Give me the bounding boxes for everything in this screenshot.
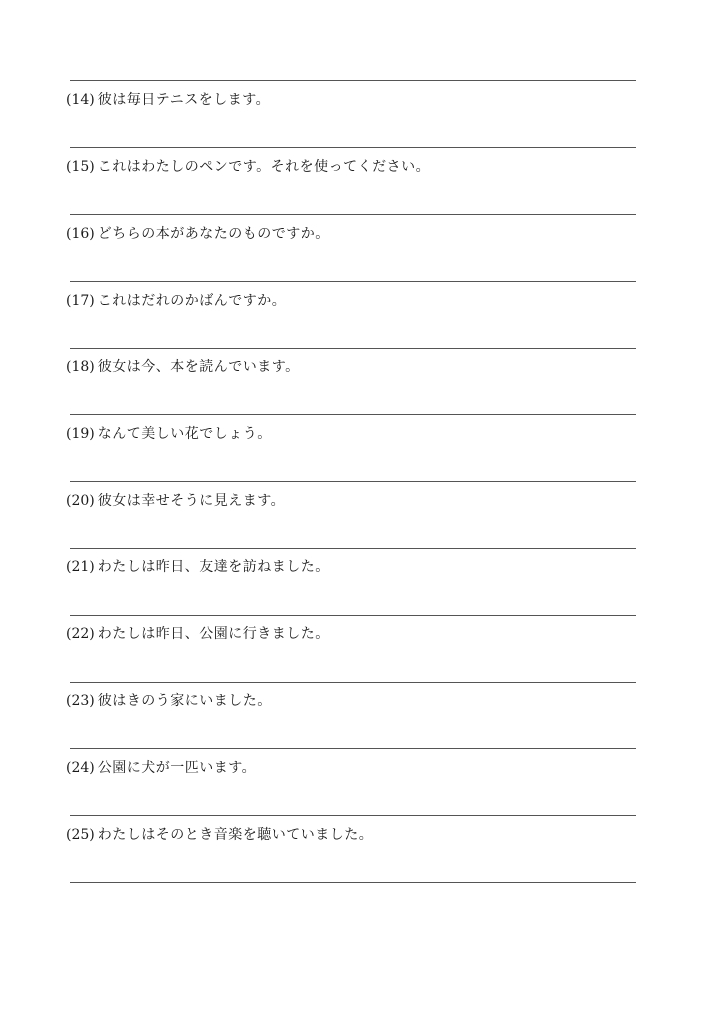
- sentence-item-16: [66, 222, 646, 246]
- sentence-item-15: [66, 155, 646, 179]
- item-number: (15): [66, 159, 95, 175]
- item-number: (21): [66, 559, 95, 575]
- answer-line: [70, 281, 636, 282]
- item-sentence: 彼女は幸せそうに見えます。: [97, 493, 286, 509]
- answer-line: [70, 815, 636, 816]
- item-number: (24): [66, 760, 95, 776]
- item-sentence: 公園に犬が一匹います。: [97, 760, 257, 776]
- sentence-item-25: [66, 823, 646, 847]
- sentence-item-24: [66, 756, 646, 780]
- sentence-item-20: [66, 489, 646, 513]
- sentence-item-21: [66, 555, 646, 579]
- item-number: (16): [66, 226, 95, 242]
- answer-line: [70, 682, 636, 683]
- sentence-item-19: [66, 422, 646, 446]
- answer-line: [70, 214, 636, 215]
- answer-line: [70, 615, 636, 616]
- sentence-item-17: [66, 289, 646, 313]
- item-number: (25): [66, 827, 95, 843]
- answer-line: [70, 481, 636, 482]
- answer-line: [70, 748, 636, 749]
- answer-line: [70, 147, 636, 148]
- item-number: (18): [66, 359, 95, 375]
- item-number: (22): [66, 626, 95, 642]
- item-sentence: わたしは昨日、公園に行きました。: [97, 626, 330, 642]
- answer-line: [70, 548, 636, 549]
- item-sentence: これはだれのかばんですか。: [97, 293, 287, 309]
- item-number: (23): [66, 693, 95, 709]
- answer-line: [70, 80, 636, 81]
- item-sentence: 彼は毎日テニスをします。: [97, 92, 271, 108]
- answer-line: [70, 882, 636, 883]
- item-number: (20): [66, 493, 95, 509]
- item-sentence: わたしはそのとき音楽を聴いていました。: [97, 827, 374, 843]
- item-number: (14): [66, 92, 95, 108]
- sentence-item-22: [66, 622, 646, 646]
- item-sentence: なんて美しい花でしょう。: [97, 426, 272, 442]
- item-number: (19): [66, 426, 95, 442]
- answer-line: [70, 348, 636, 349]
- sentence-item-18: [66, 355, 646, 379]
- item-sentence: わたしは昨日、友達を訪ねました。: [97, 559, 330, 575]
- sentence-item-14: [66, 88, 646, 112]
- item-sentence: これはわたしのペンです。それを使ってください。: [97, 159, 431, 175]
- item-sentence: 彼女は今、本を読んでいます。: [97, 359, 300, 375]
- item-sentence: 彼はきのう家にいました。: [97, 693, 272, 709]
- item-number: (17): [66, 293, 95, 309]
- sentence-item-23: [66, 689, 646, 713]
- item-sentence: どちらの本があなたのものですか。: [97, 226, 330, 242]
- answer-line: [70, 414, 636, 415]
